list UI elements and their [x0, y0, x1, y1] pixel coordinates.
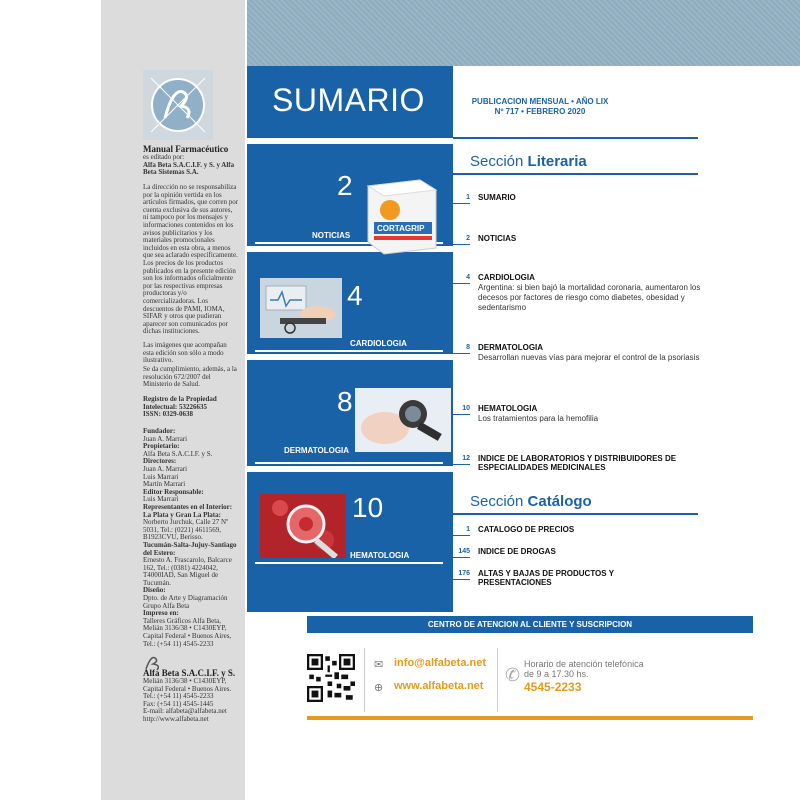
bottom-web[interactable]: http://www.alfabeta.net: [143, 714, 209, 723]
toc-page: 176: [458, 570, 470, 577]
section-heading-literaria: [470, 153, 587, 170]
top-texture-band: [247, 0, 800, 66]
credit-value: Juan A. Marrari Luis Marrari Martín Marrari: [143, 464, 188, 489]
credit-row: [143, 610, 239, 648]
publication-info: [460, 97, 620, 117]
left-sidebar: [0, 0, 245, 800]
dermatology-image: [355, 388, 451, 452]
registry-label: Registro de la Propiedad Intelectual:: [143, 395, 217, 411]
footer-accent-line: [307, 716, 753, 720]
credit-value: Luis Marrari: [143, 495, 179, 504]
issn-value: 0329-0638: [162, 410, 193, 419]
toc-title: HEMATOLOGIA: [478, 404, 538, 413]
publisher-title: Manual Farmacéutico: [143, 144, 229, 154]
footer-separator: [497, 648, 498, 712]
toc-page-underline: [453, 203, 470, 204]
globe-icon: ⊕: [374, 682, 384, 694]
section-heading-line: [453, 173, 698, 175]
section-label-noticias[interactable]: NOTICIAS: [312, 231, 351, 240]
credit-row: [143, 428, 239, 443]
publisher-text: es editado por:: [143, 153, 185, 161]
bottom-address: Melián 3136/38 • C1430EYP, Capital Federal • Buenos Aires.: [143, 677, 232, 693]
hematology-image: [260, 494, 346, 558]
section-number-cardiologia: 4: [347, 280, 363, 311]
mail-icon: ✉: [374, 659, 384, 671]
toc-title: CATALOGO DE PRECIOS: [478, 525, 575, 534]
toc-page-underline: [453, 353, 470, 354]
toc-page-underline: [453, 414, 470, 415]
bottom-company: Alfa Beta S.A.C.I.F. y S.: [143, 668, 236, 678]
credit-value: Ernesto A. Frascarolo, Balcarce 162, Tel.: (0381) 4224042, T4000IAD, San Miguel de Tucumán.: [143, 556, 232, 587]
publisher-names: Alfa Beta S.A.C.I.F. y S. y Alfa Beta Sistemas S.A.: [143, 160, 235, 177]
toc-title: INDICE DE LABORATORIOS Y DISTRIBUIDORES DE ESPECIALIDADES MEDICINALES: [478, 454, 677, 472]
section-label-dermatologia[interactable]: DERMATOLOGIA: [284, 446, 350, 455]
page-title: SUMARIO: [272, 82, 425, 118]
toc-title: DERMATOLOGIA: [478, 343, 544, 352]
credit-value: Juan A. Marrari: [143, 434, 188, 443]
toc-title: INDICE DE DROGAS: [478, 547, 556, 556]
alfabeta-logo-icon: [143, 70, 213, 140]
section-heading-name: Literaria: [527, 153, 587, 170]
section-heading-prefix: Sección: [470, 153, 524, 170]
contact-web[interactable]: www.alfabeta.net: [394, 680, 484, 692]
toc-description: Argentina: si bien bajó la mortalidad coronaria, aumentaron los decesos por factores de riesgo como diabetes, obesidad y sedentarismo: [478, 283, 701, 312]
bottom-email[interactable]: E-mail: alfabeta@alfabeta.net: [143, 707, 227, 716]
toc-page: 1: [466, 194, 470, 201]
section-number-dermatologia: 8: [337, 386, 353, 417]
resolution-note: Se da cumplimiento, además, a la resolución 672/2007 del Ministerio de Salud.: [143, 365, 237, 389]
credit-label: Tucumán-Salta-Jujuy-Santiago del Estero:: [143, 540, 237, 557]
credits-list: [143, 428, 239, 648]
toc-title: CARDIOLOGIA: [478, 273, 535, 282]
section-underline: [255, 462, 443, 464]
registry-value: 53226635: [178, 402, 207, 411]
customer-service-bar: [307, 616, 753, 633]
section-label-hematologia[interactable]: HEMATOLOGIA: [350, 551, 410, 560]
credit-row: [143, 512, 239, 542]
section-heading-catalogo: [470, 493, 592, 510]
qr-code-icon[interactable]: [307, 654, 355, 702]
toc-title: ALTAS Y BAJAS DE PRODUCTOS Y PRESENTACIONES: [478, 569, 614, 587]
credit-value: Dpto. de Arte y Diagramación Grupo Alfa Beta: [143, 594, 228, 610]
section-heading-line: [453, 513, 698, 515]
toc-page-underline: [453, 244, 470, 245]
blue-divider: [247, 354, 453, 360]
credit-label: Representantes en el Interior:: [143, 502, 233, 511]
toc-title: SUMARIO: [478, 193, 516, 202]
credit-label: Editor Responsable:: [143, 487, 204, 496]
cardiology-image: [260, 278, 342, 338]
credit-label: Directores:: [143, 457, 177, 466]
contact-hours: Horario de atención telefónica de 9 a 17.30 hs.: [524, 659, 644, 679]
credit-value: Talleres Gráficos Alfa Beta, Melián 3136/38 • C1430EYP, Capital Federal • Buenos Aires, Tel.: (+54 11) 4545-2233: [143, 616, 232, 648]
toc-description: Los tratamientos para la hemofilia: [478, 414, 599, 423]
section-underline: [255, 350, 443, 352]
credit-label: La Plata y Gran La Plata:: [143, 510, 221, 519]
phone-icon: ✆: [505, 665, 521, 685]
credit-row: [143, 458, 239, 488]
cortagrip-product-image: [360, 176, 442, 256]
credit-row: [143, 489, 239, 504]
contact-phone[interactable]: 4545-2233: [524, 680, 582, 694]
toc-title: NOTICIAS: [478, 234, 517, 243]
credit-label: Diseño:: [143, 586, 166, 595]
credit-row: [143, 443, 239, 458]
blue-divider: [247, 138, 453, 144]
toc-page-underline: [453, 557, 470, 558]
credit-label: Fundador:: [143, 427, 176, 435]
product-label: CORTAGRIP: [377, 224, 425, 233]
bottom-tel: Tel.: (+54 11) 4545-2233: [143, 692, 214, 701]
toc-page: 145: [458, 548, 470, 555]
section-label-cardiologia[interactable]: CARDIOLOGIA: [350, 339, 407, 348]
bottom-fax: Fax: (+54 11) 4545-1445: [143, 699, 214, 708]
toc-page-underline: [453, 464, 470, 465]
credit-value: Alfa Beta S.A.C.I.F. y S.: [143, 449, 213, 458]
publication-line-2: Nº 717 • FEBRERO 2020: [494, 107, 586, 116]
images-note: Las imágenes que acompañan esta edición son sólo a modo ilustrativo.: [143, 341, 227, 365]
toc-page-underline: [453, 579, 470, 580]
toc-page: 2: [466, 235, 470, 242]
issn-label: ISSN:: [143, 410, 161, 419]
disclaimer-text: La dirección no se responsabiliza por la opinión vertida en los artículos firmados, que corren por cuenta exclusiva de sus autores, ni tampoco por los mensajes y informaciones contenidos en los avisos publicitarios y los materiales promocionales incluidos en esta obra, a menos que sea aclarado específicamente. Los precios de los productos publicados en la presente edición son los informados oficialmente por las respectivas empresas productoras y/o comercializadoras. Los descuentos de PAMI, IOMA, SIFAR y otros que pudieran aparecer son comunicados por dichas instituciones.: [143, 183, 239, 336]
contact-email[interactable]: info@alfabeta.net: [394, 657, 487, 669]
footer-separator: [364, 648, 365, 712]
toc-page-underline: [453, 535, 470, 536]
toc-page-underline: [453, 283, 470, 284]
section-number-hematologia: 10: [352, 492, 384, 523]
toc-description: Desarrollan nuevas vías para mejorar el control de la psoriasis: [478, 353, 700, 362]
toc-page: 8: [466, 344, 470, 351]
publication-line-1: PUBLICACION MENSUAL • AÑO LIX: [471, 97, 609, 106]
credit-row: [143, 542, 239, 588]
toc-page: 1: [466, 526, 470, 533]
toc-page: 12: [462, 455, 470, 462]
toc-page: 4: [466, 274, 470, 281]
section-heading-prefix: Sección: [470, 493, 524, 510]
toc-page: 10: [462, 405, 470, 412]
section-heading-name: Catálogo: [527, 493, 592, 510]
blue-divider: [247, 466, 453, 472]
credit-label: Propietario:: [143, 442, 180, 451]
credit-value: Norberto Jurchuk, Calle 27 Nº 5031, Tel.: (0221) 4611569, B1923CVU, Berisso.: [143, 518, 229, 542]
publication-divider: [453, 137, 698, 139]
credit-label: Impreso en:: [143, 609, 179, 618]
customer-service-label: CENTRO DE ATENCION AL CLIENTE Y SUSCRIPCION: [427, 620, 633, 629]
section-underline: [255, 562, 443, 564]
section-number-noticias: 2: [337, 170, 353, 201]
credit-row: [143, 587, 239, 610]
